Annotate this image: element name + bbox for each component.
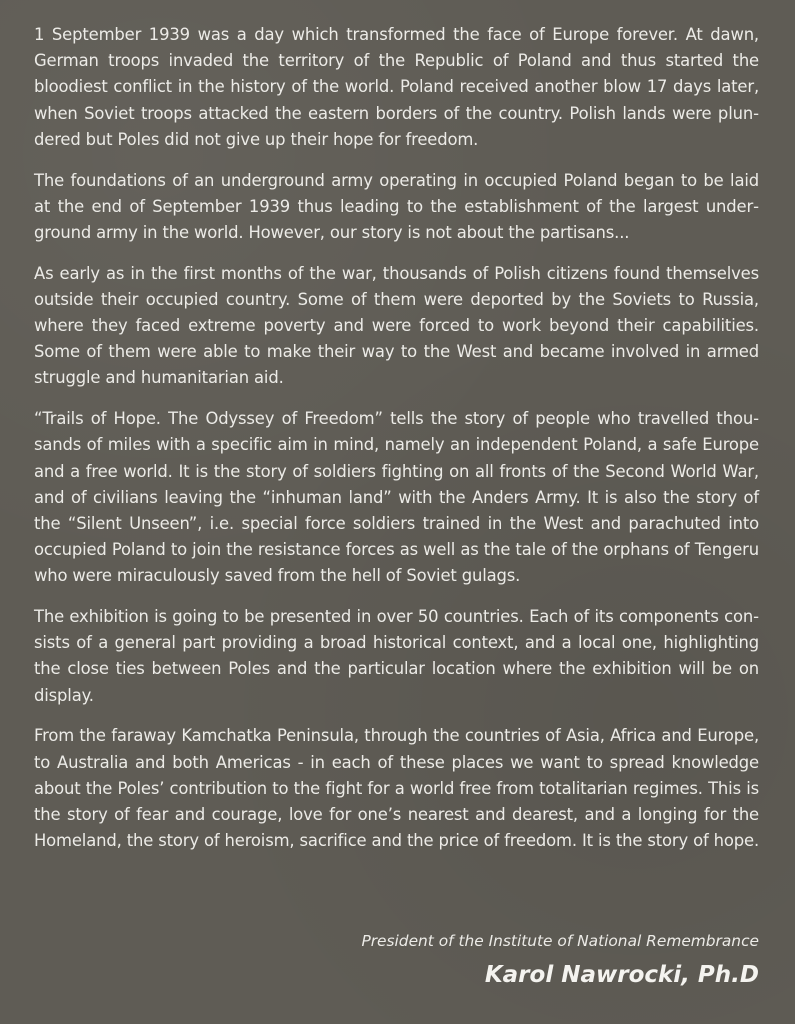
paragraph-exhibition: The exhibition is going to be presented in over 50 countries. Each of its components consists of a general part providing a broad historical context, and a local one, highlighting the close ties between Poles and the particular location where the exhibition will be on display. <box>34 607 759 705</box>
paragraph-underground-army: The foundations of an underground army operating in occupied Poland began to be laid at the end of September 1939 thus leading to the establishment of the largest underground army in the world. However, our story is not about the partisans... <box>34 170 759 242</box>
body-text <box>34 22 759 854</box>
paragraph-citizens-abroad: As early as in the first months of the war, thousands of Polish citizens found themselves outside their occupied country. Some of them were deported by the Soviets to Russia, where they faced extreme poverty and were forced to work beyond their capabilities. Some of them were able to make their way to the West and became involved in armed struggle and humanitarian aid. <box>34 263 759 388</box>
signature-role: President of the Institute of National Remembrance <box>361 932 759 950</box>
paragraph-invasion: 1 September 1939 was a day which transformed the face of Europe forever. At dawn, German troops invaded the territory of the Republic of Poland and thus started the bloodiest conflict in the history of the world. Poland received another blow 17 days later, when Soviet troops attacked the eastern borders of the country. Polish lands were plundered but Poles did not give up their hope for freedom. <box>34 25 759 149</box>
paragraph-story-of-hope: From the faraway Kamchatka Peninsula, through the countries of Asia, Africa and Europe, to Australia and both Americas - in each of these places we want to spread knowledge about the Poles’ contribution to the fight for a world free from totalitarian regimes. This is the story of fear and courage, love for one’s nearest and dearest, and a longing for the Homeland, the story of heroism, sacrifice and the price of freedom. It is the story of hope. <box>34 726 760 851</box>
signature-name: Karol Nawrocki, Ph.D <box>484 962 759 988</box>
paragraph-trails-of-hope: “Trails of Hope. The Odyssey of Freedom” tells the story of people who travelled thousands of miles with a specific aim in mind, namely an independent Poland, a safe Europe and a free world. It is the story of soldiers fighting on all fronts of the Second World War, and of civilians leaving the “inhuman land” with the Anders Army. It is also the story of the “Silent Unseen”, i.e. special force soldiers trained in the West and parachuted into occupied Poland to join the resistance forces as well as the tale of the orphans of Tengeru who were miraculously saved from the hell of Soviet gulags. <box>34 409 759 586</box>
signature-block <box>361 930 759 990</box>
